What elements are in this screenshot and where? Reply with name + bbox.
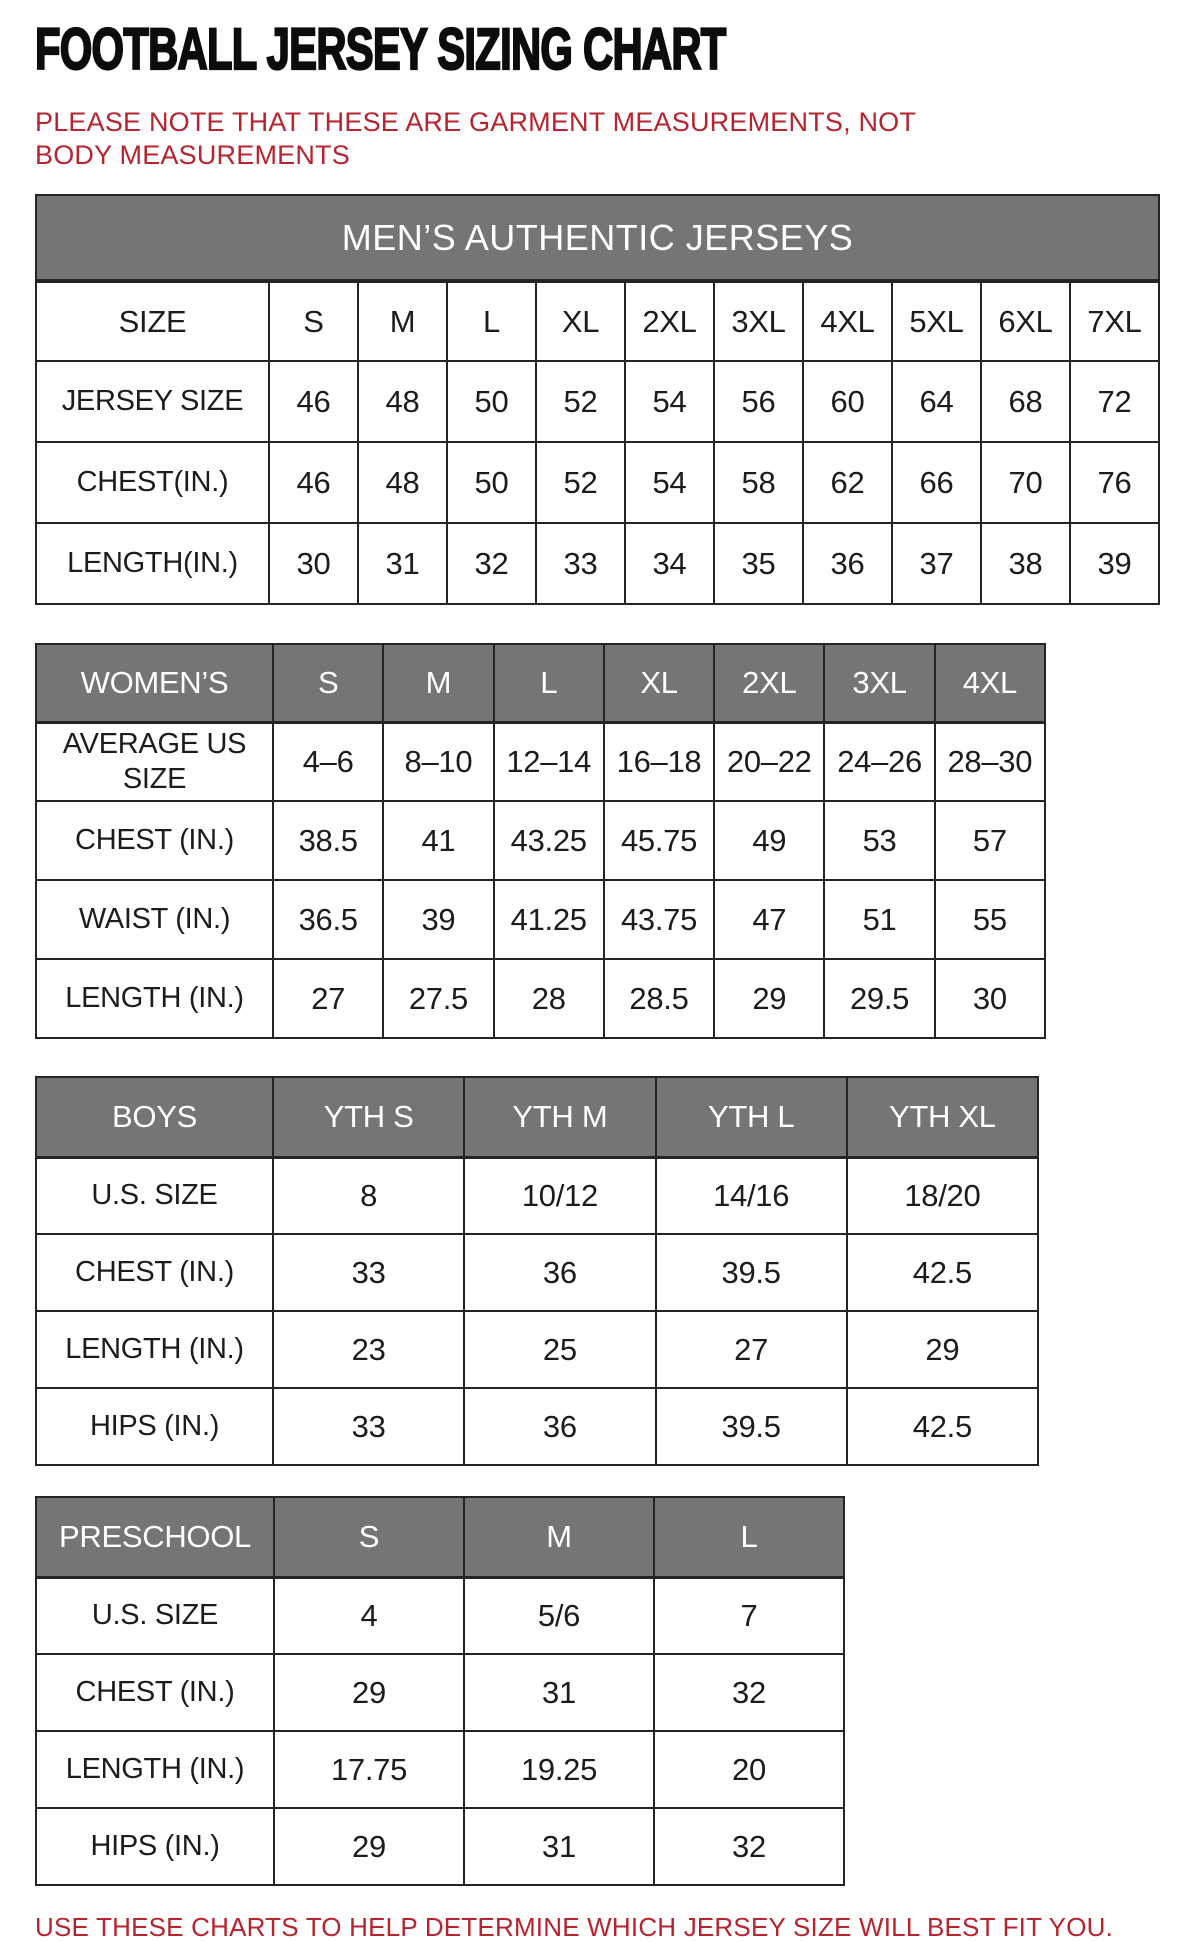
womens-jerseys-table xyxy=(35,643,1046,1039)
table-row xyxy=(36,1808,844,1885)
value-cell: 37 xyxy=(892,523,981,604)
value-cell: 24–26 xyxy=(824,722,934,801)
row-label-cell: HIPS (IN.) xyxy=(36,1388,273,1465)
mens-col-header: XL xyxy=(536,281,625,361)
value-cell: 56 xyxy=(714,361,803,442)
value-cell: 33 xyxy=(273,1388,464,1465)
value-cell: 45.75 xyxy=(604,801,714,880)
table-row xyxy=(36,361,1159,442)
table-row xyxy=(36,1577,844,1654)
table-row xyxy=(36,1311,1038,1388)
value-cell: 30 xyxy=(935,959,1045,1038)
value-cell: 43.25 xyxy=(494,801,604,880)
value-cell: 70 xyxy=(981,442,1070,523)
value-cell: 32 xyxy=(447,523,536,604)
value-cell: 29 xyxy=(274,1808,464,1885)
womens-col-header: 3XL xyxy=(824,644,934,722)
value-cell: 5/6 xyxy=(464,1577,654,1654)
value-cell: 32 xyxy=(654,1654,844,1731)
table-row xyxy=(36,523,1159,604)
value-cell: 51 xyxy=(824,880,934,959)
value-cell: 66 xyxy=(892,442,981,523)
table-row xyxy=(36,1157,1038,1234)
value-cell: 50 xyxy=(447,442,536,523)
value-cell: 38.5 xyxy=(273,801,383,880)
value-cell: 27 xyxy=(273,959,383,1038)
row-label-cell: LENGTH (IN.) xyxy=(36,1731,274,1808)
value-cell: 60 xyxy=(803,361,892,442)
value-cell: 62 xyxy=(803,442,892,523)
preschool-corner-header: PRESCHOOL xyxy=(36,1497,274,1577)
value-cell: 36.5 xyxy=(273,880,383,959)
womens-col-header: 4XL xyxy=(935,644,1045,722)
table-row xyxy=(36,1654,844,1731)
mens-col-header: S xyxy=(269,281,358,361)
value-cell: 34 xyxy=(625,523,714,604)
boys-jerseys-table xyxy=(35,1076,1039,1466)
boys-col-header: YTH S xyxy=(273,1077,464,1157)
row-label-cell: U.S. SIZE xyxy=(36,1577,274,1654)
value-cell: 58 xyxy=(714,442,803,523)
row-label-cell: LENGTH(IN.) xyxy=(36,523,269,604)
row-label-cell: CHEST (IN.) xyxy=(36,1234,273,1311)
value-cell: 41.25 xyxy=(494,880,604,959)
row-label-cell: JERSEY SIZE xyxy=(36,361,269,442)
value-cell: 36 xyxy=(464,1388,655,1465)
row-label-cell: CHEST(IN.) xyxy=(36,442,269,523)
value-cell: 8 xyxy=(273,1157,464,1234)
value-cell: 48 xyxy=(358,442,447,523)
footer-note: USE THESE CHARTS TO HELP DETERMINE WHICH JERSEY SIZE WILL BEST FIT YOU. xyxy=(35,1912,1114,1942)
value-cell: 72 xyxy=(1070,361,1159,442)
value-cell: 25 xyxy=(464,1311,655,1388)
mens-col-header: 7XL xyxy=(1070,281,1159,361)
garment-measurements-note: PLEASE NOTE THAT THESE ARE GARMENT MEASUREMENTS, NOT BODY MEASUREMENTS xyxy=(35,107,916,170)
womens-corner-header: WOMEN’S xyxy=(36,644,273,722)
value-cell: 54 xyxy=(625,361,714,442)
value-cell: 39.5 xyxy=(656,1388,847,1465)
womens-col-header: M xyxy=(383,644,493,722)
value-cell: 33 xyxy=(273,1234,464,1311)
value-cell: 46 xyxy=(269,361,358,442)
value-cell: 49 xyxy=(714,801,824,880)
mens-header-row xyxy=(36,281,1159,361)
value-cell: 8–10 xyxy=(383,722,493,801)
row-label-cell: WAIST (IN.) xyxy=(36,880,273,959)
boys-col-header: YTH M xyxy=(464,1077,655,1157)
womens-col-header: L xyxy=(494,644,604,722)
value-cell: 57 xyxy=(935,801,1045,880)
row-label-cell: HIPS (IN.) xyxy=(36,1808,274,1885)
mens-col-header: 5XL xyxy=(892,281,981,361)
value-cell: 32 xyxy=(654,1808,844,1885)
value-cell: 28.5 xyxy=(604,959,714,1038)
womens-header-row xyxy=(36,644,1045,722)
row-label-cell: LENGTH (IN.) xyxy=(36,1311,273,1388)
value-cell: 52 xyxy=(536,442,625,523)
value-cell: 36 xyxy=(803,523,892,604)
mens-col-header: 3XL xyxy=(714,281,803,361)
value-cell: 4 xyxy=(274,1577,464,1654)
mens-col-header: L xyxy=(447,281,536,361)
preschool-col-header: S xyxy=(274,1497,464,1577)
preschool-header-row xyxy=(36,1497,844,1577)
mens-col-header: 6XL xyxy=(981,281,1070,361)
value-cell: 29.5 xyxy=(824,959,934,1038)
value-cell: 28–30 xyxy=(935,722,1045,801)
row-label-cell: CHEST (IN.) xyxy=(36,801,273,880)
value-cell: 18/20 xyxy=(847,1157,1038,1234)
mens-authentic-jerseys-table xyxy=(35,194,1160,605)
row-label-cell: LENGTH (IN.) xyxy=(36,959,273,1038)
womens-col-header: XL xyxy=(604,644,714,722)
boys-col-header: YTH XL xyxy=(847,1077,1038,1157)
table-row xyxy=(36,959,1045,1038)
value-cell: 23 xyxy=(273,1311,464,1388)
value-cell: 28 xyxy=(494,959,604,1038)
mens-corner-header: SIZE xyxy=(36,281,269,361)
value-cell: 39.5 xyxy=(656,1234,847,1311)
row-label-cell: CHEST (IN.) xyxy=(36,1654,274,1731)
table-row xyxy=(36,442,1159,523)
value-cell: 14/16 xyxy=(656,1157,847,1234)
row-label-cell: U.S. SIZE xyxy=(36,1157,273,1234)
value-cell: 31 xyxy=(358,523,447,604)
boys-header-row xyxy=(36,1077,1038,1157)
page-title-text: FOOTBALL JERSEY SIZING CHART xyxy=(35,17,726,82)
preschool-jerseys-table xyxy=(35,1496,845,1886)
preschool-col-header: L xyxy=(654,1497,844,1577)
table-row xyxy=(36,1234,1038,1311)
value-cell: 46 xyxy=(269,442,358,523)
value-cell: 42.5 xyxy=(847,1388,1038,1465)
value-cell: 12–14 xyxy=(494,722,604,801)
mens-col-header: M xyxy=(358,281,447,361)
value-cell: 35 xyxy=(714,523,803,604)
value-cell: 7 xyxy=(654,1577,844,1654)
table-row xyxy=(36,1388,1038,1465)
value-cell: 42.5 xyxy=(847,1234,1038,1311)
mens-col-header: 4XL xyxy=(803,281,892,361)
value-cell: 33 xyxy=(536,523,625,604)
row-label-cell: AVERAGE US SIZE xyxy=(36,722,273,801)
value-cell: 36 xyxy=(464,1234,655,1311)
value-cell: 55 xyxy=(935,880,1045,959)
value-cell: 29 xyxy=(847,1311,1038,1388)
value-cell: 10/12 xyxy=(464,1157,655,1234)
value-cell: 31 xyxy=(464,1654,654,1731)
value-cell: 53 xyxy=(824,801,934,880)
value-cell: 4–6 xyxy=(273,722,383,801)
womens-col-header: 2XL xyxy=(714,644,824,722)
value-cell: 39 xyxy=(383,880,493,959)
mens-col-header: 2XL xyxy=(625,281,714,361)
boys-col-header: YTH L xyxy=(656,1077,847,1157)
value-cell: 43.75 xyxy=(604,880,714,959)
table-row xyxy=(36,880,1045,959)
mens-banner: MEN’S AUTHENTIC JERSEYS xyxy=(36,195,1159,281)
value-cell: 17.75 xyxy=(274,1731,464,1808)
value-cell: 47 xyxy=(714,880,824,959)
value-cell: 50 xyxy=(447,361,536,442)
value-cell: 31 xyxy=(464,1808,654,1885)
value-cell: 41 xyxy=(383,801,493,880)
boys-corner-header: BOYS xyxy=(36,1077,273,1157)
value-cell: 64 xyxy=(892,361,981,442)
value-cell: 38 xyxy=(981,523,1070,604)
value-cell: 27 xyxy=(656,1311,847,1388)
value-cell: 54 xyxy=(625,442,714,523)
value-cell: 20 xyxy=(654,1731,844,1808)
value-cell: 29 xyxy=(714,959,824,1038)
value-cell: 52 xyxy=(536,361,625,442)
value-cell: 30 xyxy=(269,523,358,604)
page-title xyxy=(35,17,1200,82)
value-cell: 19.25 xyxy=(464,1731,654,1808)
value-cell: 39 xyxy=(1070,523,1159,604)
womens-col-header: S xyxy=(273,644,383,722)
value-cell: 20–22 xyxy=(714,722,824,801)
value-cell: 48 xyxy=(358,361,447,442)
value-cell: 68 xyxy=(981,361,1070,442)
table-row xyxy=(36,801,1045,880)
value-cell: 29 xyxy=(274,1654,464,1731)
page-header xyxy=(35,17,1200,172)
value-cell: 16–18 xyxy=(604,722,714,801)
preschool-col-header: M xyxy=(464,1497,654,1577)
value-cell: 76 xyxy=(1070,442,1159,523)
table-row xyxy=(36,722,1045,801)
table-row xyxy=(36,1731,844,1808)
value-cell: 27.5 xyxy=(383,959,493,1038)
